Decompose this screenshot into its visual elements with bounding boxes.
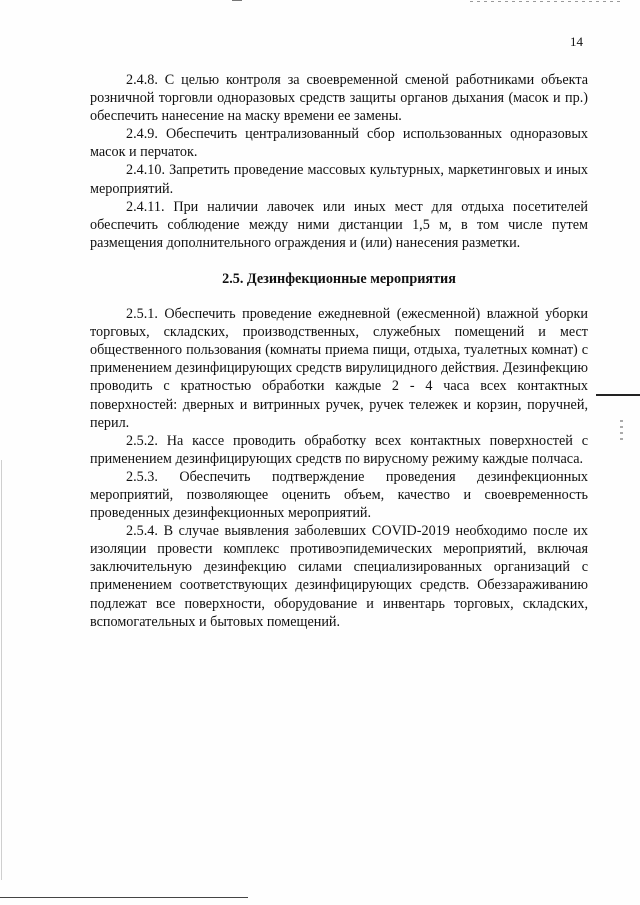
paragraph-2-4-9: 2.4.9. Обеспечить централизованный сбор использованных одноразовых масок и перчаток. — [90, 126, 588, 161]
scan-artifact-bottom-line — [0, 897, 248, 898]
paragraph-2-4-11: 2.4.11. При наличии лавочек или иных мест для отдыха посетителей обеспечить соблюдение между ними дистанции 1,5 м, в том числе путем размещения дополнительного ограждения и (или) нанесения разметки. — [90, 198, 588, 251]
paragraph-2-4-8: 2.4.8. С целью контроля за своевременной сменой работниками объекта розничной торговли одноразовых средств защиты органов дыхания (масок и пр.) обеспечить нанесение на маску времени ее замены. — [90, 72, 588, 125]
section-heading-2-5: 2.5. Дезинфекционные мероприятия — [222, 270, 456, 287]
scan-artifact-margin-mark — [596, 394, 640, 396]
scan-artifact-top-left — [232, 0, 242, 1]
paragraph-2-5-4: 2.5.4. В случае выявления заболевших COVID-2019 необходимо после их изоляции провести комплекс противоэпидемических мероприятий, включая заключительную дезинфекцию силами специализированных организаций с применением соответствующих дезинфицирующих средств. Обеззараживанию подлежат все поверхности, оборудование и инвентарь торговых, складских, вспомогательных и бытовых помещений. — [90, 523, 588, 630]
paragraph-2-5-1: 2.5.1. Обеспечить проведение ежедневной (ежесменной) влажной уборки торговых, складских, производственных, служебных помещений и мест общественного пользования (комнаты приема пищи, отдыха, туалетных комнат) с применением дезинфицирующих средств вирулицидного действия. Дезинфекцию проводить с кратностью обработки каждые 2 - 4 часа всех контактных поверхностей: дверных и витринных ручек, ручек тележек и корзин, поручней, перил. — [90, 306, 588, 431]
scan-artifact-left-edge — [1, 460, 2, 880]
paragraph-2-4-10: 2.4.10. Запретить проведение массовых культурных, маркетинговых и иных мероприятий. — [90, 162, 588, 197]
scan-artifact-top-right — [470, 1, 620, 2]
page-number: 14 — [570, 34, 583, 49]
paragraph-2-5-3: 2.5.3. Обеспечить подтверждение проведения дезинфекционных мероприятий, позволяющее оценить объем, качество и своевременность проведенных дезинфекционных мероприятий. — [90, 468, 588, 522]
document-body — [90, 71, 588, 631]
scan-artifact-margin-dots — [620, 420, 623, 444]
paragraph-2-5-2: 2.5.2. На кассе проводить обработку всех контактных поверхностей с применением дезинфицирующих средств по вирусному режиму каждые полчаса. — [90, 432, 588, 467]
